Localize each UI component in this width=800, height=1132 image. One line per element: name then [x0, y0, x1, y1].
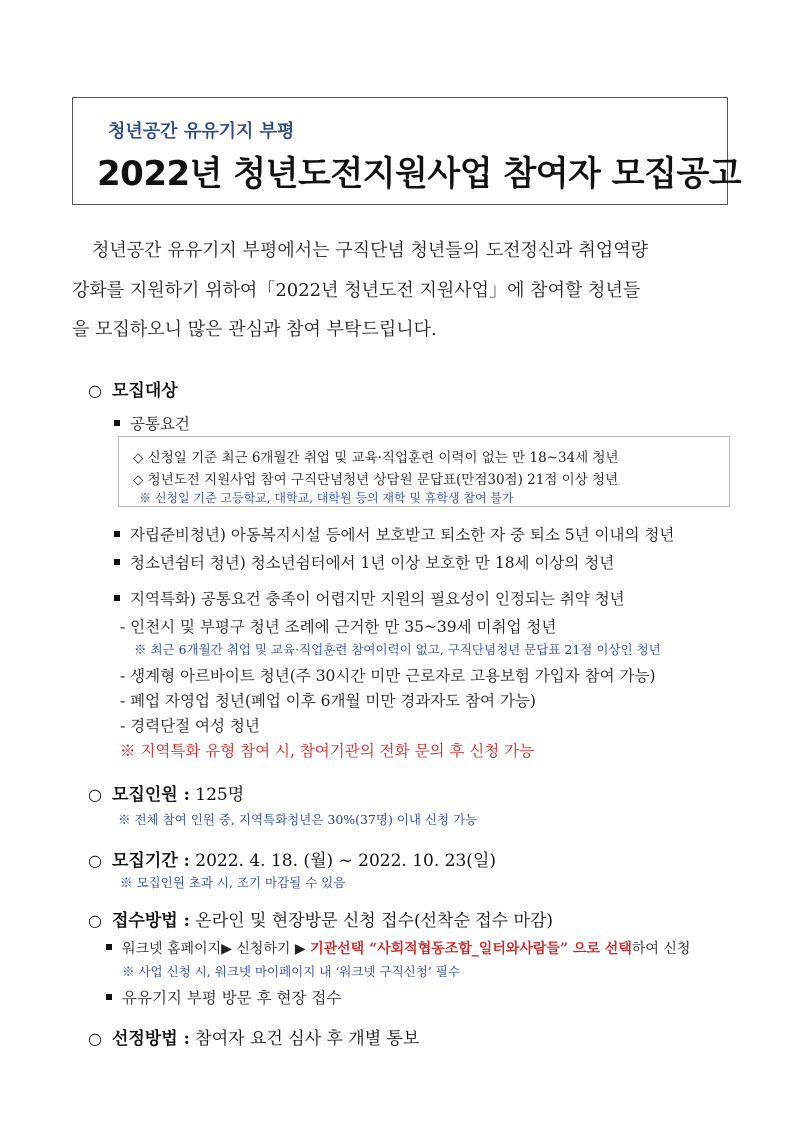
- sub-item-career-break: - 경력단절 여성 청년: [120, 717, 260, 735]
- circle-bullet-icon: ○: [88, 785, 102, 804]
- section-heading-count: 모집인원 :: [112, 785, 190, 805]
- worknet-note: ※ 사업 신청 시, 워크넷 마이페이지 내 ‘워크넷 구직신청’ 필수: [122, 964, 460, 979]
- regional-notice: ※ 지역특화 유형 참여 시, 참여기관의 전화 문의 후 신청 가능: [120, 742, 535, 760]
- circle-bullet-icon: ○: [88, 381, 102, 400]
- square-bullet-icon: [114, 531, 120, 537]
- section-heading-target: 모집대상: [112, 381, 178, 401]
- square-bullet-icon: [114, 595, 120, 601]
- circle-bullet-icon: ○: [88, 911, 102, 930]
- organization-name: 청년공간 유유기지 부평: [108, 121, 295, 142]
- common-requirements-label: 공통요건: [130, 415, 190, 433]
- sub-item-parttime: - 생계형 아르바이트 청년(주 30시간 미만 근로자로 고용보험 가입자 참여 가능): [120, 667, 656, 685]
- period-note: ※ 모집인원 초과 시, 조기 마감될 수 있음: [120, 875, 346, 890]
- bullet-shelter-youth: [114, 551, 614, 573]
- requirement-line-2: ◇ 청년도전 지원사업 참여 구직단념청년 상담원 문답표(만점30점) 21점 이상 청년: [133, 472, 619, 488]
- square-bullet-icon: [106, 994, 112, 1000]
- section-method: [88, 906, 553, 931]
- requirement-note: ※ 신청일 기준 고등학교, 대학교, 대학원 등의 재학 및 휴학생 참여 불가: [139, 491, 514, 505]
- intro-line-1: 청년공간 유유기지 부평에서는 구직단념 청년들의 도전정신과 취업역량: [92, 240, 648, 261]
- square-bullet-icon: [106, 944, 112, 950]
- worknet-prefix: 워크넷 홈페이지▶ 신청하기 ▶: [122, 941, 311, 957]
- sub-item-closed-business: - 폐업 자영업 청년(폐업 이후 6개월 미만 경과자도 참여 가능): [120, 692, 536, 710]
- page-title: 2022년 청년도전지원사업 참여자 모집공고: [97, 154, 742, 194]
- intro-line-2: 강화를 지원하기 위하여「2022년 청년도전 지원사업」에 참여할 청년들: [72, 280, 641, 301]
- visit-text: 유유기지 부평 방문 후 현장 접수: [122, 989, 342, 1007]
- square-bullet-icon: [114, 559, 120, 565]
- bullet-text: 자립준비청년) 아동복지시설 등에서 보호받고 퇴소한 자 중 퇴소 5년 이내의 청년: [130, 526, 675, 544]
- worknet-agency-selection: 기관선택 “사회적협동조합_일터와사람들” 으로 선택: [310, 941, 632, 957]
- square-bullet-icon: [114, 420, 120, 426]
- count-note: ※ 전체 참여 인원 중, 지역특화청년은 30%(37명) 이내 신청 가능: [118, 812, 478, 827]
- count-value: 125명: [195, 785, 245, 805]
- worknet-suffix: 하여 신청: [631, 941, 691, 957]
- sub-item-incheon-note: ※ 최근 6개월간 취업 및 교육·직업훈련 참여이력이 없고, 구직단념청년 문답표 21점 이상인 청년: [134, 642, 661, 657]
- method-value: 온라인 및 현장방문 신청 접수(선착순 접수 마감): [195, 911, 554, 931]
- header-box: [72, 97, 742, 205]
- selection-value: 참여자 요건 심사 후 개별 통보: [195, 1029, 420, 1049]
- requirement-line-1: ◇ 신청일 기준 최근 6개월간 취업 및 교육·직업훈련 이력이 없는 만 18~34세 청년: [133, 450, 619, 466]
- section-heading-selection: 선정방법 :: [112, 1029, 190, 1049]
- bullet-common-requirements: [114, 412, 190, 434]
- section-count: [88, 780, 244, 805]
- section-target: [88, 376, 178, 401]
- section-heading-period: 모집기간 :: [112, 851, 190, 871]
- period-value: 2022. 4. 18. (월) ~ 2022. 10. 23(일): [195, 851, 496, 871]
- section-heading-method: 접수방법 :: [112, 911, 190, 931]
- bullet-worknet: [106, 938, 690, 958]
- circle-bullet-icon: ○: [88, 851, 102, 870]
- bullet-text: 청소년쉼터 청년) 청소년쉼터에서 1년 이상 보호한 만 18세 이상의 청년: [130, 554, 615, 572]
- common-requirements-box: [118, 436, 730, 507]
- intro-line-3: 을 모집하오니 많은 관심과 참여 부탁드립니다.: [72, 319, 437, 340]
- bullet-regional-youth: [114, 587, 625, 609]
- sub-item-incheon: - 인천시 및 부평구 청년 조례에 근거한 만 35~39세 미취업 청년: [120, 618, 557, 636]
- bullet-text: 지역특화) 공통요건 충족이 어렵지만 지원의 필요성이 인정되는 취약 청년: [130, 590, 625, 608]
- circle-bullet-icon: ○: [88, 1029, 102, 1048]
- bullet-independence-youth: [114, 523, 674, 545]
- section-period: [88, 846, 496, 871]
- bullet-visit: [106, 986, 341, 1008]
- section-selection: [88, 1024, 419, 1049]
